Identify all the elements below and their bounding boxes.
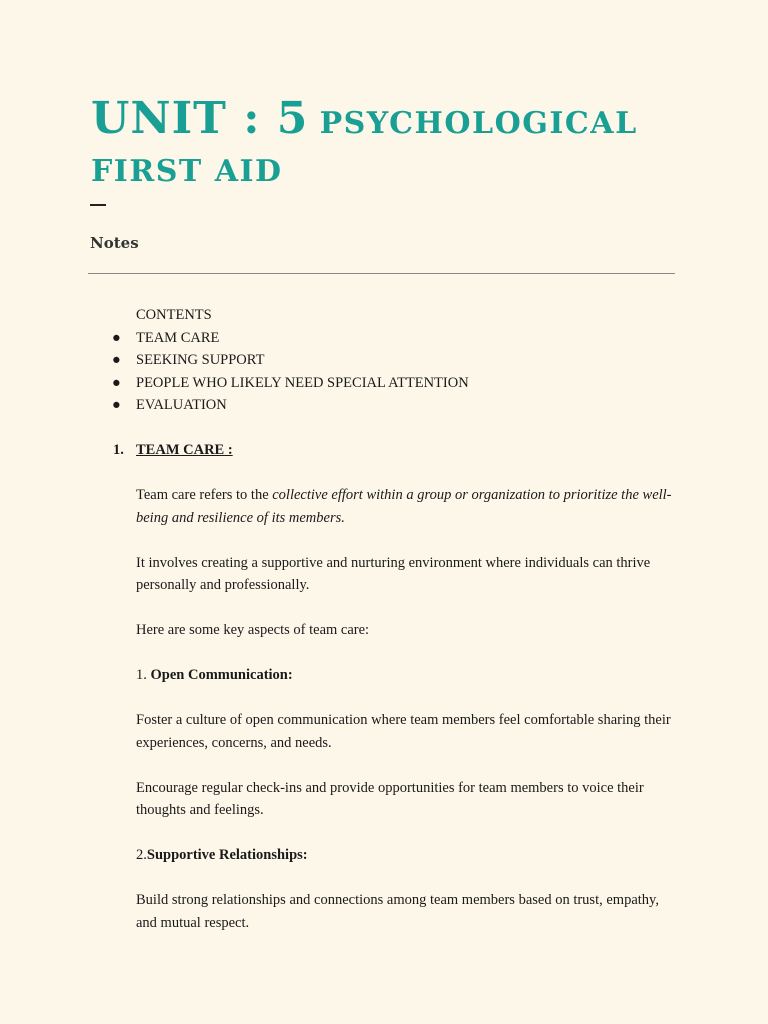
paragraph: Here are some key aspects of team care: (136, 622, 370, 638)
aspect-number: 2. (136, 847, 147, 863)
document-body (112, 304, 681, 934)
bullet-icon: ● (112, 374, 121, 391)
paragraph: It involves creating a supportive and nurturing environment where individuals can thrive personally and professionally. (136, 554, 651, 593)
list-item (112, 327, 681, 350)
list-item (112, 372, 681, 395)
intro-paragraph (136, 484, 681, 529)
bullet-icon: ● (112, 352, 121, 368)
bullet-icon: ● (112, 397, 121, 413)
contents-heading: CONTENTS (136, 307, 212, 323)
notes-label: Notes (90, 234, 139, 252)
list-item-label: TEAM CARE (136, 329, 220, 346)
paragraph: Build strong relationships and connections among team members based on trust, empathy, and mutual respect. (136, 892, 659, 931)
section-heading (113, 439, 681, 462)
aspect-title: Supportive Relationships: (146, 847, 308, 863)
list-item-label: EVALUATION (136, 397, 227, 413)
section-title: TEAM CARE : (136, 442, 233, 458)
title-dash (90, 204, 106, 206)
aspect-heading (136, 664, 681, 687)
page-title (91, 93, 691, 195)
horizontal-divider (88, 273, 675, 274)
list-item (112, 349, 681, 372)
list-item-label: SEEKING SUPPORT (136, 352, 265, 368)
aspect-heading (136, 844, 681, 867)
aspect-title: Open Communication: (150, 667, 293, 683)
paragraph: Foster a culture of open communication where team members feel comfortable sharing their experiences, concerns, and needs. (136, 712, 671, 751)
list-item (112, 394, 681, 417)
list-item-label: PEOPLE WHO LIKELY NEED SPECIAL ATTENTION (136, 374, 469, 391)
unit-title: PSYCHOLOGICAL FIRST AID (91, 106, 638, 189)
unit-number: UNIT : 5 (91, 93, 309, 144)
bullet-icon: ● (112, 329, 121, 346)
section-number: 1. (113, 442, 124, 458)
paragraph: Encourage regular check-ins and provide opportunities for team members to voice their thoughts and feelings. (136, 779, 644, 818)
intro-text: Team care refers to the (136, 487, 273, 503)
contents-list (112, 327, 681, 417)
aspect-number: 1. (136, 667, 151, 683)
intro-emphasis: collective effort within a group or organization to prioritize the well-being and resilience of its members. (136, 487, 672, 526)
